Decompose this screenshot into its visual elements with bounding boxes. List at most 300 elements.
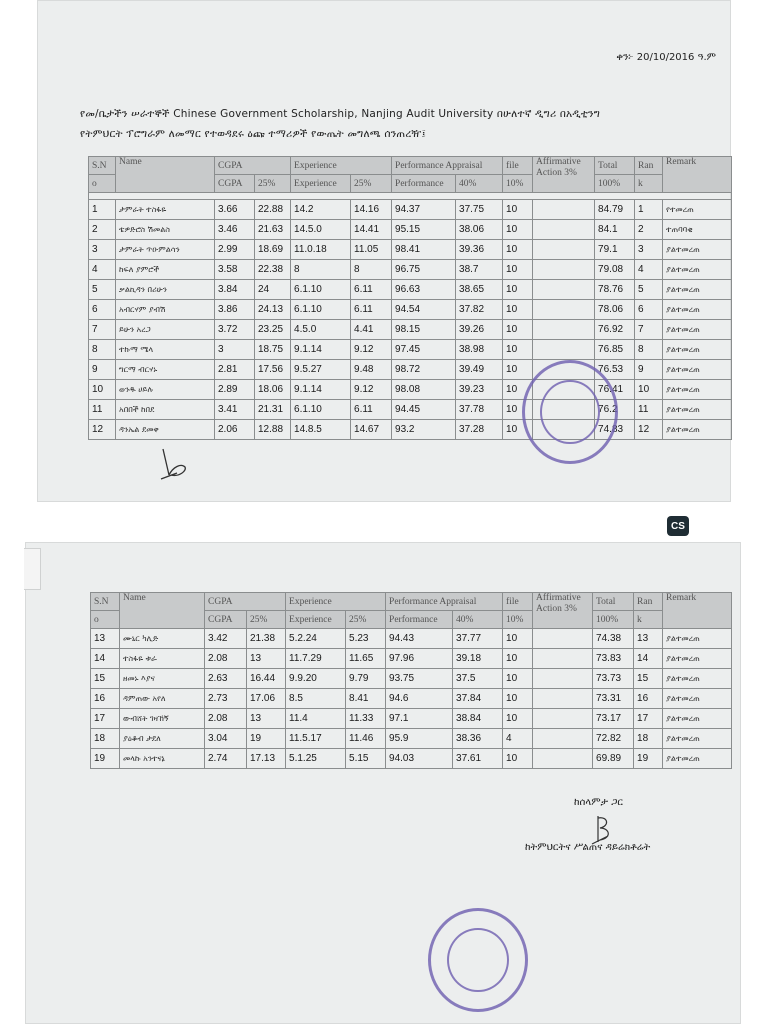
cell-performance-40: 38.06 <box>456 220 503 240</box>
header-cgpa-pct: 25% <box>255 175 291 193</box>
cell-name: ዳንኤል ደመቀ <box>116 420 215 440</box>
spacer-row <box>89 193 732 200</box>
cell-name: ታምራት ጥዑምልሳን <box>116 240 215 260</box>
cell-sn: 18 <box>91 729 120 749</box>
cell-cgpa-25: 13 <box>247 709 286 729</box>
cell-performance: 98.41 <box>392 240 456 260</box>
results-table-1 <box>88 156 732 440</box>
cell-performance-40: 37.5 <box>453 669 503 689</box>
cell-cgpa-25: 12.88 <box>255 420 291 440</box>
cell-performance-40: 38.84 <box>453 709 503 729</box>
cell-experience-25: 9.12 <box>351 340 392 360</box>
cell-cgpa: 3.72 <box>215 320 255 340</box>
cell-name: ግርማ ብርሃኑ <box>116 360 215 380</box>
cell-cgpa-25: 16.44 <box>247 669 286 689</box>
cell-total: 74.38 <box>593 629 634 649</box>
cell-performance-40: 37.77 <box>453 629 503 649</box>
cell-remark: ያልተመረጠ <box>663 380 732 400</box>
cell-file: 10 <box>503 260 533 280</box>
cell-affirmative <box>533 749 593 769</box>
cell-cgpa: 2.74 <box>205 749 247 769</box>
cell-performance-40: 39.49 <box>456 360 503 380</box>
cell-remark: ያልተመረጠ <box>663 669 732 689</box>
cell-rank: 14 <box>634 649 663 669</box>
cell-total: 76.53 <box>595 360 635 380</box>
cell-experience: 5.2.24 <box>286 629 346 649</box>
cell-cgpa-25: 17.13 <box>247 749 286 769</box>
cell-affirmative <box>533 300 595 320</box>
cell-performance-40: 39.36 <box>456 240 503 260</box>
cell-total: 84.79 <box>595 200 635 220</box>
table-row <box>89 200 732 220</box>
table-row <box>91 749 732 769</box>
cell-total: 69.89 <box>593 749 634 769</box>
cell-sn: 2 <box>89 220 116 240</box>
cell-remark: ያልተመረጠ <box>663 729 732 749</box>
signature-1 <box>155 445 195 485</box>
table-row <box>91 649 732 669</box>
cell-experience: 9.1.14 <box>291 340 351 360</box>
cell-performance-40: 37.61 <box>453 749 503 769</box>
cell-experience: 8.5 <box>286 689 346 709</box>
cell-rank: 6 <box>635 300 663 320</box>
table-row <box>91 689 732 709</box>
cell-remark: ያልተመረጠ <box>663 629 732 649</box>
header-remark: Remark <box>663 157 732 193</box>
cell-performance: 94.54 <box>392 300 456 320</box>
header-perf-sub: Performance <box>392 175 456 193</box>
cell-file: 10 <box>503 340 533 360</box>
cell-name: ዳምጠው አየለ <box>120 689 205 709</box>
cell-rank: 17 <box>634 709 663 729</box>
cell-rank: 2 <box>635 220 663 240</box>
cell-affirmative <box>533 649 593 669</box>
header-rank: Ran <box>634 593 663 611</box>
table-row <box>91 709 732 729</box>
cell-experience-25: 5.15 <box>346 749 386 769</box>
cell-cgpa: 3.66 <box>215 200 255 220</box>
header-sn: S.N <box>89 157 116 175</box>
cell-cgpa-25: 17.06 <box>247 689 286 709</box>
cell-file: 10 <box>503 749 533 769</box>
cell-affirmative <box>533 220 595 240</box>
cell-cgpa: 3 <box>215 340 255 360</box>
cell-rank: 4 <box>635 260 663 280</box>
cell-performance-40: 39.18 <box>453 649 503 669</box>
cell-experience: 14.5.0 <box>291 220 351 240</box>
cell-remark: ያልተመረጠ <box>663 420 732 440</box>
cell-total: 72.82 <box>593 729 634 749</box>
cell-experience-25: 8.41 <box>346 689 386 709</box>
cell-file: 10 <box>503 420 533 440</box>
cell-affirmative <box>533 669 593 689</box>
cell-remark: ያልተመረጠ <box>663 749 732 769</box>
cell-cgpa: 3.42 <box>205 629 247 649</box>
cell-cgpa: 2.63 <box>205 669 247 689</box>
cell-total: 78.76 <box>595 280 635 300</box>
cell-performance-40: 37.84 <box>453 689 503 709</box>
cell-performance-40: 37.78 <box>456 400 503 420</box>
cell-file: 10 <box>503 709 533 729</box>
cell-rank: 5 <box>635 280 663 300</box>
cell-total: 74.83 <box>595 420 635 440</box>
cell-remark: ያልተመረጠ <box>663 340 732 360</box>
table-row <box>89 280 732 300</box>
cell-sn: 14 <box>91 649 120 669</box>
header-perf-sub: Performance <box>386 611 453 629</box>
cell-sn: 5 <box>89 280 116 300</box>
cell-sn: 19 <box>91 749 120 769</box>
cell-experience: 11.5.17 <box>286 729 346 749</box>
cell-experience-25: 5.23 <box>346 629 386 649</box>
header-rank-2: k <box>634 611 663 629</box>
cell-remark: ያልተመረጠ <box>663 649 732 669</box>
header-cgpa: CGPA <box>215 157 291 175</box>
cell-rank: 9 <box>635 360 663 380</box>
cell-sn: 7 <box>89 320 116 340</box>
cell-experience-25: 11.46 <box>346 729 386 749</box>
table-row <box>91 629 732 649</box>
cell-remark: ተጠባባቂ <box>663 220 732 240</box>
cell-total: 76.85 <box>595 340 635 360</box>
cell-experience-25: 11.33 <box>346 709 386 729</box>
table-row <box>89 360 732 380</box>
cell-experience: 11.0.18 <box>291 240 351 260</box>
cell-rank: 13 <box>634 629 663 649</box>
header-cgpa-pct: 25% <box>247 611 286 629</box>
header-rank-2: k <box>635 175 663 193</box>
cell-experience-25: 8 <box>351 260 392 280</box>
cell-experience: 6.1.10 <box>291 300 351 320</box>
cell-performance-40: 39.26 <box>456 320 503 340</box>
cell-performance-40: 38.36 <box>453 729 503 749</box>
header-cgpa-sub: CGPA <box>215 175 255 193</box>
cell-remark: ያልተመረጠ <box>663 260 732 280</box>
cell-rank: 8 <box>635 340 663 360</box>
header-total: Total <box>593 593 634 611</box>
header-name: Name <box>116 157 215 193</box>
cell-sn: 15 <box>91 669 120 689</box>
cell-total: 73.31 <box>593 689 634 709</box>
cell-affirmative <box>533 729 593 749</box>
header-performance: Performance Appraisal <box>392 157 503 175</box>
cell-affirmative <box>533 340 595 360</box>
cell-cgpa-25: 18.69 <box>255 240 291 260</box>
header-exp-pct: 25% <box>346 611 386 629</box>
cell-cgpa: 3.58 <box>215 260 255 280</box>
cell-name: ከፍለ ያምሮች <box>116 260 215 280</box>
cell-name: ተስፋዬ ቱራ <box>120 649 205 669</box>
cell-experience: 5.1.25 <box>286 749 346 769</box>
header-perf-pct: 40% <box>456 175 503 193</box>
cell-affirmative <box>533 689 593 709</box>
cell-cgpa: 3.46 <box>215 220 255 240</box>
cell-cgpa-25: 13 <box>247 649 286 669</box>
header-exp-sub: Experience <box>291 175 351 193</box>
header-perf-pct: 40% <box>453 611 503 629</box>
cell-file: 10 <box>503 669 533 689</box>
signer-closing: ከሰላምታ ጋር <box>574 797 623 808</box>
cell-file: 10 <box>503 360 533 380</box>
cell-file: 10 <box>503 320 533 340</box>
cell-experience: 8 <box>291 260 351 280</box>
cell-file: 10 <box>503 629 533 649</box>
header-experience: Experience <box>286 593 386 611</box>
cell-performance: 97.45 <box>392 340 456 360</box>
cell-performance-40: 38.65 <box>456 280 503 300</box>
header-sn-2: o <box>89 175 116 193</box>
cell-cgpa: 2.08 <box>205 709 247 729</box>
cell-experience-25: 6.11 <box>351 400 392 420</box>
cell-remark: ያልተመረጠ <box>663 240 732 260</box>
table-row <box>89 380 732 400</box>
cell-performance-40: 37.75 <box>456 200 503 220</box>
cell-name: ቴዎድሮስ ሽመልስ <box>116 220 215 240</box>
cell-cgpa: 3.04 <box>205 729 247 749</box>
cell-performance: 98.08 <box>392 380 456 400</box>
cell-experience: 6.1.10 <box>291 400 351 420</box>
table-row <box>89 260 732 280</box>
cell-performance: 94.43 <box>386 629 453 649</box>
cell-performance-40: 38.98 <box>456 340 503 360</box>
cell-cgpa: 3.86 <box>215 300 255 320</box>
cell-name: ታምራት ተስፋዬ <box>116 200 215 220</box>
cell-sn: 16 <box>91 689 120 709</box>
cell-performance: 96.63 <box>392 280 456 300</box>
cell-total: 78.06 <box>595 300 635 320</box>
cell-affirmative <box>533 629 593 649</box>
cell-rank: 18 <box>634 729 663 749</box>
cell-cgpa-25: 21.63 <box>255 220 291 240</box>
cell-performance: 98.72 <box>392 360 456 380</box>
cell-total: 79.1 <box>595 240 635 260</box>
cell-cgpa-25: 24.13 <box>255 300 291 320</box>
cell-experience-25: 9.48 <box>351 360 392 380</box>
cell-file: 10 <box>503 400 533 420</box>
header-cgpa-sub: CGPA <box>205 611 247 629</box>
cell-experience-25: 11.65 <box>346 649 386 669</box>
cell-performance: 96.75 <box>392 260 456 280</box>
cell-total: 76.2 <box>595 400 635 420</box>
header-affirmative: Affirmative Action 3% <box>533 157 595 193</box>
cell-affirmative <box>533 260 595 280</box>
cell-total: 79.08 <box>595 260 635 280</box>
header-sn: S.N <box>91 593 120 611</box>
cell-experience-25: 14.41 <box>351 220 392 240</box>
cell-rank: 11 <box>635 400 663 420</box>
cell-affirmative <box>533 709 593 729</box>
cell-cgpa: 2.73 <box>205 689 247 709</box>
cell-performance: 95.9 <box>386 729 453 749</box>
page-tab-mark <box>24 548 41 590</box>
header-total: Total <box>595 157 635 175</box>
cell-experience: 11.7.29 <box>286 649 346 669</box>
cell-cgpa-25: 21.31 <box>255 400 291 420</box>
cell-name: ዘመኑ እያና <box>120 669 205 689</box>
cell-cgpa-25: 19 <box>247 729 286 749</box>
cell-rank: 15 <box>634 669 663 689</box>
cell-name: ሙኒር ካሊድ <box>120 629 205 649</box>
official-stamp-2 <box>428 908 528 1012</box>
cell-performance: 94.6 <box>386 689 453 709</box>
cell-file: 10 <box>503 380 533 400</box>
cell-experience-25: 9.12 <box>351 380 392 400</box>
table-row <box>89 240 732 260</box>
cell-name: ይሁን አረጋ <box>116 320 215 340</box>
cell-name: ቃልኪዳን በሪሁን <box>116 280 215 300</box>
cell-experience: 9.5.27 <box>291 360 351 380</box>
issuing-office: ከትምህርትና ሥልጠና ዳይሬክቶሬት <box>525 842 651 853</box>
cell-performance-40: 37.82 <box>456 300 503 320</box>
cell-cgpa: 3.41 <box>215 400 255 420</box>
cell-cgpa-25: 18.06 <box>255 380 291 400</box>
table-1-body <box>89 200 732 440</box>
cell-cgpa-25: 21.38 <box>247 629 286 649</box>
header-exp-pct: 25% <box>351 175 392 193</box>
cell-experience-25: 11.05 <box>351 240 392 260</box>
header-experience: Experience <box>291 157 392 175</box>
cell-cgpa-25: 24 <box>255 280 291 300</box>
cell-file: 10 <box>503 280 533 300</box>
official-stamp-1 <box>522 360 618 464</box>
camscanner-badge: CS <box>667 516 689 536</box>
cell-remark: ያልተመረጠ <box>663 280 732 300</box>
cell-remark: ያልተመረጠ <box>663 689 732 709</box>
cell-name: ያዕቆብ ታደለ <box>120 729 205 749</box>
cell-cgpa-25: 23.25 <box>255 320 291 340</box>
cell-performance: 95.15 <box>392 220 456 240</box>
cell-file: 10 <box>503 240 533 260</box>
header-file: file <box>503 593 533 611</box>
header-affirmative: Affirmative Action 3% <box>533 593 593 629</box>
cell-cgpa: 2.08 <box>205 649 247 669</box>
cell-name: አበበች ከበደ <box>116 400 215 420</box>
cell-cgpa: 3.84 <box>215 280 255 300</box>
cell-affirmative <box>533 320 595 340</box>
cell-sn: 10 <box>89 380 116 400</box>
cell-sn: 12 <box>89 420 116 440</box>
cell-sn: 11 <box>89 400 116 420</box>
cell-file: 10 <box>503 300 533 320</box>
cell-file: 10 <box>503 200 533 220</box>
cell-experience: 11.4 <box>286 709 346 729</box>
document-title-line-2: የትምህርት ፕሮግራም ለመማር የተወዳደሩ ዕጩ ተማሪዎች የውጤት መግለጫ ሰንጠረዥ፤ <box>80 128 426 140</box>
cell-experience-25: 14.67 <box>351 420 392 440</box>
cell-cgpa-25: 18.75 <box>255 340 291 360</box>
cell-rank: 12 <box>635 420 663 440</box>
header-file: file <box>503 157 533 175</box>
cell-performance-40: 38.7 <box>456 260 503 280</box>
cell-sn: 8 <box>89 340 116 360</box>
cell-sn: 6 <box>89 300 116 320</box>
cell-name: ተኩማ ሜላ <box>116 340 215 360</box>
cell-file: 10 <box>503 220 533 240</box>
cell-total: 76.92 <box>595 320 635 340</box>
cell-name: ውብሸት ገዛኸኝ <box>120 709 205 729</box>
document-date: ቀን፦ 20/10/2016 ዓ.ም <box>616 52 716 63</box>
cell-rank: 1 <box>635 200 663 220</box>
header-cgpa: CGPA <box>205 593 286 611</box>
cell-remark: የተመረጠ <box>663 200 732 220</box>
table-row <box>89 340 732 360</box>
table-row <box>91 669 732 689</box>
header-rank: Ran <box>635 157 663 175</box>
table-row <box>89 400 732 420</box>
cell-remark: ያልተመረጠ <box>663 320 732 340</box>
cell-performance: 94.45 <box>392 400 456 420</box>
cell-rank: 10 <box>635 380 663 400</box>
cell-affirmative <box>533 200 595 220</box>
cell-performance-40: 37.28 <box>456 420 503 440</box>
cell-sn: 17 <box>91 709 120 729</box>
cell-cgpa-25: 22.38 <box>255 260 291 280</box>
cell-total: 73.17 <box>593 709 634 729</box>
cell-sn: 4 <box>89 260 116 280</box>
cell-experience: 9.1.14 <box>291 380 351 400</box>
cell-performance: 93.75 <box>386 669 453 689</box>
cell-cgpa: 2.89 <box>215 380 255 400</box>
header-file-pct: 10% <box>503 611 533 629</box>
cell-name: መላኩ አንተናኔ <box>120 749 205 769</box>
cell-experience-25: 4.41 <box>351 320 392 340</box>
cell-rank: 16 <box>634 689 663 709</box>
results-table-2 <box>90 592 732 769</box>
table-row <box>89 420 732 440</box>
cell-cgpa-25: 22.88 <box>255 200 291 220</box>
header-total-pct: 100% <box>595 175 635 193</box>
table-row <box>89 300 732 320</box>
cell-remark: ያልተመረጠ <box>663 300 732 320</box>
header-exp-sub: Experience <box>286 611 346 629</box>
cell-performance-40: 39.23 <box>456 380 503 400</box>
header-total-pct: 100% <box>593 611 634 629</box>
cell-total: 84.1 <box>595 220 635 240</box>
cell-remark: ያልተመረጠ <box>663 400 732 420</box>
cell-experience-25: 14.16 <box>351 200 392 220</box>
cell-file: 4 <box>503 729 533 749</box>
cell-total: 73.83 <box>593 649 634 669</box>
cell-name: አብርሃም ያብሽ <box>116 300 215 320</box>
cell-experience: 9.9.20 <box>286 669 346 689</box>
cell-total: 73.73 <box>593 669 634 689</box>
header-performance: Performance Appraisal <box>386 593 503 611</box>
cell-sn: 3 <box>89 240 116 260</box>
header-remark: Remark <box>663 593 732 629</box>
cell-affirmative <box>533 280 595 300</box>
cell-experience-25: 6.11 <box>351 300 392 320</box>
cell-cgpa: 2.06 <box>215 420 255 440</box>
cell-rank: 19 <box>634 749 663 769</box>
cell-rank: 3 <box>635 240 663 260</box>
cell-name: ወንዱ ሀይሉ <box>116 380 215 400</box>
cell-sn: 13 <box>91 629 120 649</box>
cell-experience: 6.1.10 <box>291 280 351 300</box>
cell-affirmative <box>533 240 595 260</box>
cell-remark: ያልተመረጠ <box>663 709 732 729</box>
cell-performance: 93.2 <box>392 420 456 440</box>
cell-file: 10 <box>503 649 533 669</box>
cell-experience: 14.2 <box>291 200 351 220</box>
cell-performance: 97.96 <box>386 649 453 669</box>
document-title-line-1: የመ/ቤታችን ሠራተኞች Chinese Government Scholarship, Nanjing Audit University በሁለተኛ ዲግሪ በአዲቲንግ <box>80 108 601 120</box>
header-name: Name <box>120 593 205 629</box>
cell-performance: 94.03 <box>386 749 453 769</box>
table-row <box>89 220 732 240</box>
cell-file: 10 <box>503 689 533 709</box>
cell-sn: 1 <box>89 200 116 220</box>
cell-remark: ያልተመረጠ <box>663 360 732 380</box>
cell-performance: 94.37 <box>392 200 456 220</box>
